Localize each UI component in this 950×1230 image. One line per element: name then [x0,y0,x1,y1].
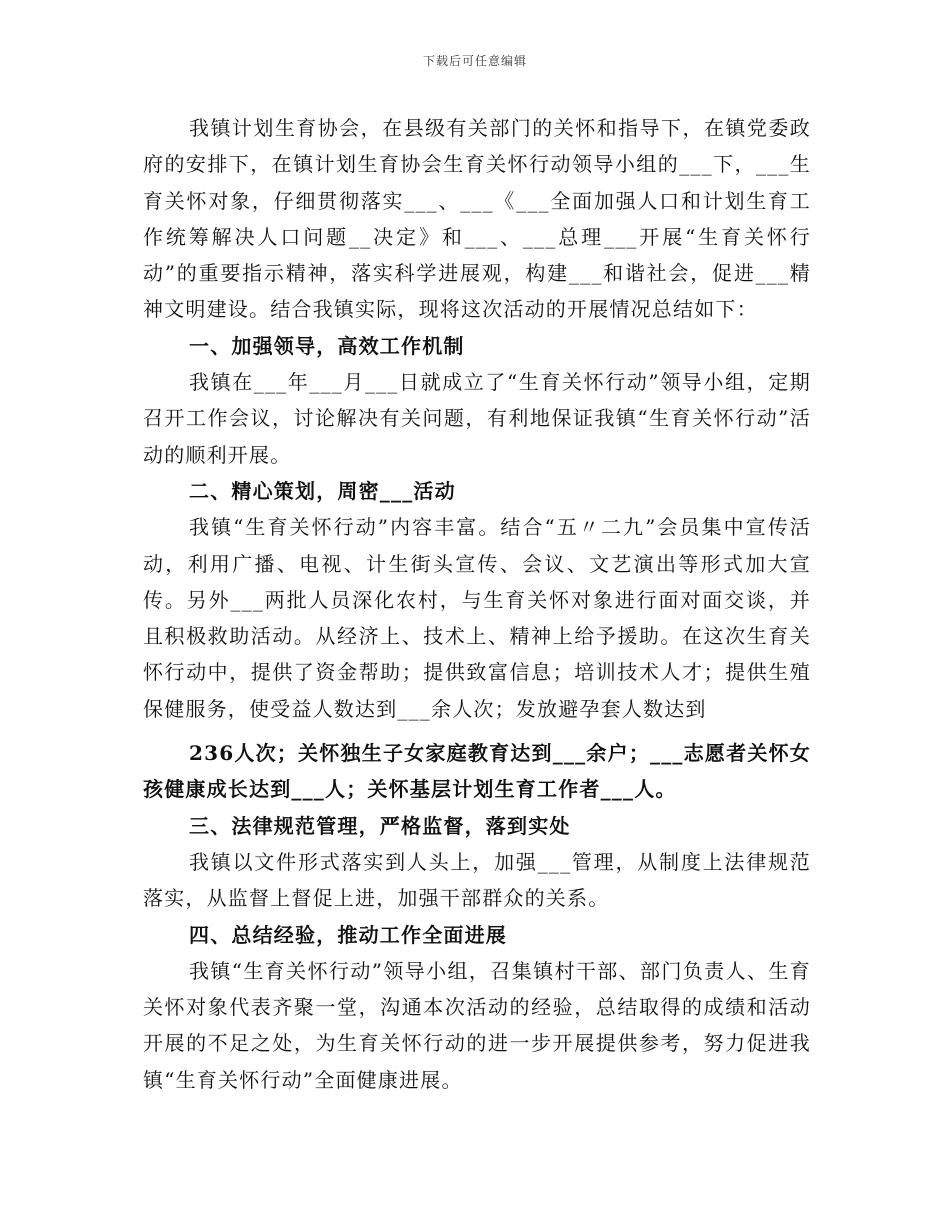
section-2-bold-paragraph: 236人次；关怀独生子女家庭教育达到___余户；___志愿者关怀女孩健康成长达到___人；关怀基层计划生育工作者___人。 [143,741,811,802]
page-header: 下载后可任意编辑 [422,54,527,68]
section-4-paragraph: 我镇“生育关怀行动”领导小组，召集镇村干部、部门负责人、生育关怀对象代表齐聚一堂，沟通本次活动的经验，总结取得的成绩和活动开展的不足之处，为生育关怀行动的进一步开展提供参考，努力促进我镇“生育关怀行动”全面健康进展。 [143,958,811,1092]
section-4-heading: 四、总结经验，推动工作全面进展 [189,922,507,947]
document-body [143,110,811,1098]
section-1-paragraph: 我镇在___年___月___日就成立了“生育关怀行动”领导小组，定期召开工作会议，讨论解决有关问题，有利地保证我镇“生育关怀行动”活动的顺利开展。 [143,370,811,467]
section-2-heading: 二、精心策划，周密___活动 [189,478,456,503]
section-2-paragraph: 我镇“生育关怀行动”内容丰富。结合“五〃二九”会员集中宣传活动，利用广播、电视、计生街头宣传、会议、文艺演出等形式加大宣传。另外___两批人员深化农村，与生育关怀对象进行面对面交谈，并且积极救助活动。从经济上、技术上、精神上给予援助。在这次生育关怀行动中，提供了资金帮助；提供致富信息；培训技术人才；提供生殖保健服务，使受益人数达到___余人次；发放避孕套人数达到 [143,515,811,721]
intro-paragraph: 我镇计划生育协会，在县级有关部门的关怀和指导下，在镇党委政府的安排下，在镇计划生育协会生育关怀行动领导小组的___下，___生育关怀对象，仔细贯彻落实___、___《___全面加强人口和计划生育工作统筹解决人口问题__决定》和___、___总理___开展“生育关怀行动”的重要指示精神，落实科学进展观，构建___和谐社会，促进___精神文明建设。结合我镇实际，现将这次活动的开展情况总结如下： [143,116,811,322]
section-3-paragraph: 我镇以文件形式落实到人头上，加强___管理，从制度上法律规范落实，从监督上督促上进，加强干部群众的关系。 [143,849,811,911]
section-1-heading: 一、加强领导，高效工作机制 [189,333,465,358]
section-3-heading: 三、法律规范管理，严格监督，落到实处 [189,813,571,838]
